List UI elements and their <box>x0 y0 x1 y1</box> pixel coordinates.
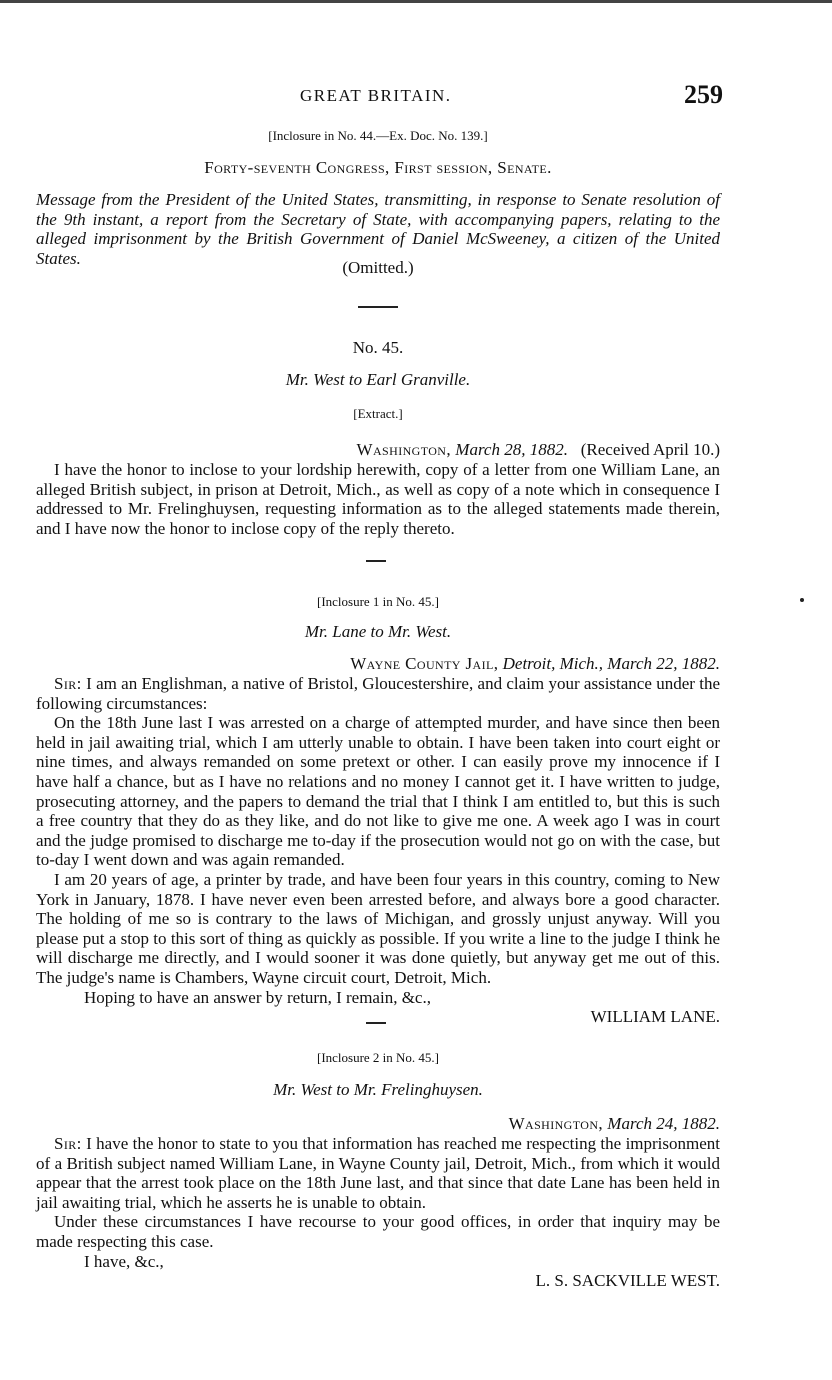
signature: L. S. SACKVILLE WEST. <box>535 1271 720 1291</box>
section-divider <box>366 1022 386 1024</box>
running-title: GREAT BRITAIN. <box>300 86 452 105</box>
closing: Hoping to have an answer by return, I remain, &c., <box>84 987 431 1007</box>
salutation: Sir: <box>54 674 82 693</box>
section-divider <box>366 560 386 562</box>
dateline-date: March 24, 1882. <box>607 1114 720 1133</box>
closing: I have, &c., <box>84 1251 164 1271</box>
dateline <box>36 654 720 674</box>
letter-body <box>36 674 720 1027</box>
paragraph: Under these circumstances I have recourse to your good offices, in order that inquiry may be made respecting this case. <box>36 1212 720 1251</box>
letter-body: I have the honor to inclose to your lordship herewith, copy of a letter from one William Lane, an alleged British subject, in prison at Detroit, Mich., as well as copy of a note which in consequence I addressed to Mr. Frelinghuysen, requesting information as to the alleged statements made therein, and I have now the honor to inclose copy of the reply thereto. <box>36 460 720 538</box>
inclosure-44-label: [Inclosure in No. 44.—Ex. Doc. No. 139.] <box>268 128 488 143</box>
dateline-place: Washington, <box>356 440 452 459</box>
dateline-date: March 28, 1882. <box>455 440 568 459</box>
inclosure-2-label: [Inclosure 2 in No. 45.] <box>316 1050 440 1065</box>
letter-title: Mr. Lane to Mr. West. <box>304 622 452 641</box>
dateline-date: Detroit, Mich., March 22, 1882. <box>502 654 720 673</box>
letter-title: Mr. West to Mr. Frelinghuysen. <box>273 1080 483 1099</box>
dateline <box>36 1114 720 1134</box>
dateline <box>36 440 720 460</box>
extract-note: [Extract.] <box>353 406 403 421</box>
section-divider <box>358 306 398 308</box>
margin-mark <box>800 598 804 602</box>
letter-title: Mr. West to Earl Granville. <box>285 370 471 389</box>
salutation: Sir: <box>54 1134 82 1153</box>
top-border <box>0 0 832 3</box>
dateline-place: Wayne County Jail, <box>350 654 499 673</box>
congress-heading: Forty-seventh Congress, First session, Senate. <box>204 158 552 177</box>
paragraph: I am 20 years of age, a printer by trade, and have been four years in this country, coming to New York in January, 1878. I have never even been arrested before, and always bore a good character. The holding of me so is contrary to the laws of Michigan, and grossly unjust anyway. Will you please put a stop to this sort of thing as quickly as possible. If you write a line to the judge I think he will discharge me directly, and I would sooner it was done quietly, but anyway get me out of this. The judge's name is Chambers, Wayne circuit court, Detroit, Mich. <box>36 869 720 987</box>
paragraph: I am an Englishman, a native of Bristol, Gloucestershire, and claim your assistance under the following circumstances: <box>36 674 720 713</box>
document-number: No. 45. <box>352 338 404 357</box>
president-message: Message from the President of the United States, transmitting, in response to Senate resolution of the 9th instant, a report from the Secretary of State, with accompanying papers, relating to the alleged imprisonment by the British Government of Daniel McSweeney, a citizen of the United States. <box>36 190 720 268</box>
received-note: (Received April 10.) <box>580 440 720 459</box>
inclosure-1-label: [Inclosure 1 in No. 45.] <box>316 594 440 609</box>
signature: WILLIAM LANE. <box>590 1007 720 1027</box>
omitted-note: (Omitted.) <box>342 258 414 277</box>
page-number: 259 <box>684 80 723 109</box>
paragraph: On the 18th June last I was arrested on a charge of attempted murder, and have since then been held in jail awaiting trial, which I am utterly unable to obtain. I have been taken into court eight or nine times, and always remanded on some pretext or other. I can easily prove my innocence if I have half a chance, but as I have no relations and no money I cannot get it. I have written to judge, prosecuting attorney, and the papers to demand the trial that I think I am entitled to, but this is such a free country that they do as they like, and do not like to give me one. A week ago I was in court and the judge promised to discharge me to-day if the prosecution would not go on with the case, but to-day I went down and was again remanded. <box>36 713 720 870</box>
paragraph: I have the honor to state to you that information has reached me respecting the imprisonment of a British subject named William Lane, in Wayne County jail, Detroit, Mich., from which it would appear that the arrest took place on the 18th June last, and that since that date Lane has been held in jail awaiting trial, which he asserts he is unable to obtain. <box>36 1134 721 1212</box>
letter-body <box>36 1134 720 1291</box>
dateline-place: Washington, <box>508 1114 604 1133</box>
running-header <box>0 80 832 114</box>
